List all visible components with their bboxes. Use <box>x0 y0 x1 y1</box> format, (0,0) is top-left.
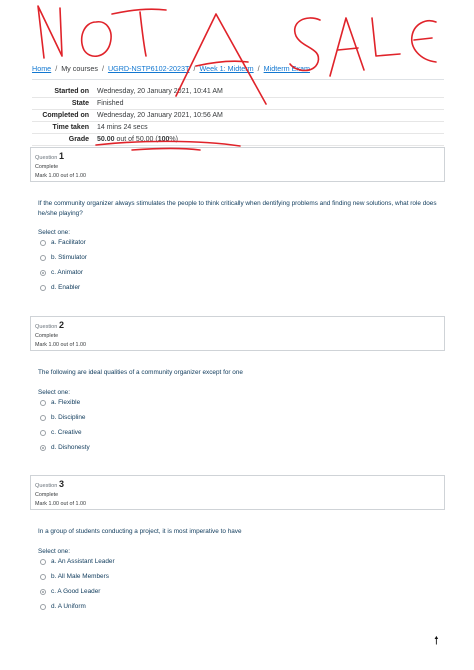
breadcrumb-my-courses: My courses <box>61 64 98 73</box>
radio-button-selected[interactable] <box>40 445 46 451</box>
select-one-label: Select one: <box>38 548 70 555</box>
up-arrow-icon[interactable]: 🠕 <box>434 635 439 647</box>
question-mark: Mark 1.00 out of 1.00 <box>35 501 86 507</box>
breadcrumb-separator: / <box>55 64 58 73</box>
question-info-box <box>30 475 445 510</box>
option-label: c. Creative <box>51 429 82 436</box>
radio-button[interactable] <box>40 400 46 406</box>
attempt-summary-table <box>32 86 444 146</box>
select-one-label: Select one: <box>38 229 70 236</box>
question-mark: Mark 1.00 out of 1.00 <box>35 173 86 179</box>
option-label: a. Flexible <box>51 399 81 406</box>
breadcrumb-separator: / <box>101 64 104 73</box>
radio-button[interactable] <box>40 255 46 261</box>
breadcrumb-week-link[interactable]: Week 1: Midterm <box>199 64 254 73</box>
radio-button[interactable] <box>40 604 46 610</box>
answer-option[interactable] <box>40 428 82 438</box>
answer-option[interactable] <box>40 557 115 567</box>
summary-row-grade <box>32 134 444 146</box>
question-status: Complete <box>35 164 59 170</box>
summary-label: Started on <box>54 88 89 95</box>
option-label: d. A Uniform <box>51 603 86 610</box>
answer-option[interactable] <box>40 602 86 612</box>
summary-value: 14 mins 24 secs <box>93 122 444 134</box>
question-info-box <box>30 147 445 182</box>
question-status: Complete <box>35 333 59 339</box>
question-status: Complete <box>35 492 59 498</box>
summary-value: Wednesday, 20 January 2021, 10:41 AM <box>97 88 223 95</box>
option-label: d. Enabler <box>51 284 81 291</box>
answer-option[interactable] <box>40 443 90 453</box>
answer-option[interactable] <box>40 253 87 263</box>
answer-option[interactable] <box>40 572 109 582</box>
question-label: Question <box>35 483 58 489</box>
answer-option[interactable] <box>40 268 83 278</box>
radio-button-selected[interactable] <box>40 270 46 276</box>
option-label: b. Discipline <box>51 414 86 421</box>
question-number <box>35 320 440 332</box>
summary-value: Wednesday, 20 January 2021, 10:56 AM <box>93 110 444 122</box>
question-info-box <box>30 316 445 351</box>
option-label: b. All Male Members <box>51 573 109 580</box>
summary-label: Grade <box>32 134 93 146</box>
breadcrumb-divider <box>32 79 444 80</box>
question-label: Question <box>35 155 58 161</box>
radio-button[interactable] <box>40 574 46 580</box>
question-number-value: 1 <box>58 151 64 161</box>
question-number-value: 3 <box>58 479 64 489</box>
grade-percent: 100 <box>157 136 170 143</box>
radio-button[interactable] <box>40 285 46 291</box>
grade-score: 50.00 <box>97 136 115 143</box>
option-label: b. Stimulator <box>51 254 87 261</box>
breadcrumb-home-link[interactable]: Home <box>32 64 52 73</box>
summary-value: Finished <box>93 98 444 110</box>
grade-value <box>93 134 444 146</box>
summary-label: Time taken <box>32 122 93 134</box>
option-label: d. Dishonesty <box>51 444 90 451</box>
answer-option[interactable] <box>40 398 80 408</box>
question-number <box>35 479 440 491</box>
summary-row-started <box>32 86 444 98</box>
grade-out-of: out of 50.00 ( <box>114 136 158 143</box>
summary-row-time <box>32 122 444 134</box>
question-number <box>35 151 440 163</box>
select-one-label: Select one: <box>38 389 70 396</box>
summary-row-completed <box>32 110 444 122</box>
summary-label: Completed on <box>32 110 93 122</box>
summary-row-state <box>32 98 444 110</box>
breadcrumb-course-link[interactable]: UGRD-NSTP6102-2023T <box>107 64 190 73</box>
question-text: If the community organizer always stimulates the people to think critically when dentifying problems and finding new solutions, what role does he/she playing? <box>38 200 437 217</box>
summary-label: State <box>32 98 93 110</box>
option-label: a. An Assistant Leader <box>51 558 115 565</box>
question-text: The following are ideal qualities of a community organizer except for one <box>38 369 243 376</box>
breadcrumb-separator: / <box>257 64 260 73</box>
question-text: In a group of students conducting a project, it is most imperative to have <box>38 528 242 535</box>
question-number-value: 2 <box>58 320 64 330</box>
answer-option[interactable] <box>40 283 80 293</box>
answer-option[interactable] <box>40 413 85 423</box>
question-mark: Mark 1.00 out of 1.00 <box>35 342 86 348</box>
breadcrumb-separator: / <box>193 64 196 73</box>
breadcrumb-exam-link[interactable]: Midterm Exam <box>263 64 310 73</box>
radio-button[interactable] <box>40 240 46 246</box>
radio-button[interactable] <box>40 559 46 565</box>
answer-option[interactable] <box>40 587 100 597</box>
breadcrumb <box>32 61 444 77</box>
answer-option[interactable] <box>40 238 86 248</box>
grade-suffix: %) <box>169 136 178 143</box>
option-label: c. A Good Leader <box>51 588 101 595</box>
radio-button[interactable] <box>40 430 46 436</box>
option-label: a. Facilitator <box>51 239 86 246</box>
radio-button[interactable] <box>40 415 46 421</box>
option-label: c. Animator <box>51 269 83 276</box>
radio-button-selected[interactable] <box>40 589 46 595</box>
question-label: Question <box>35 324 58 330</box>
